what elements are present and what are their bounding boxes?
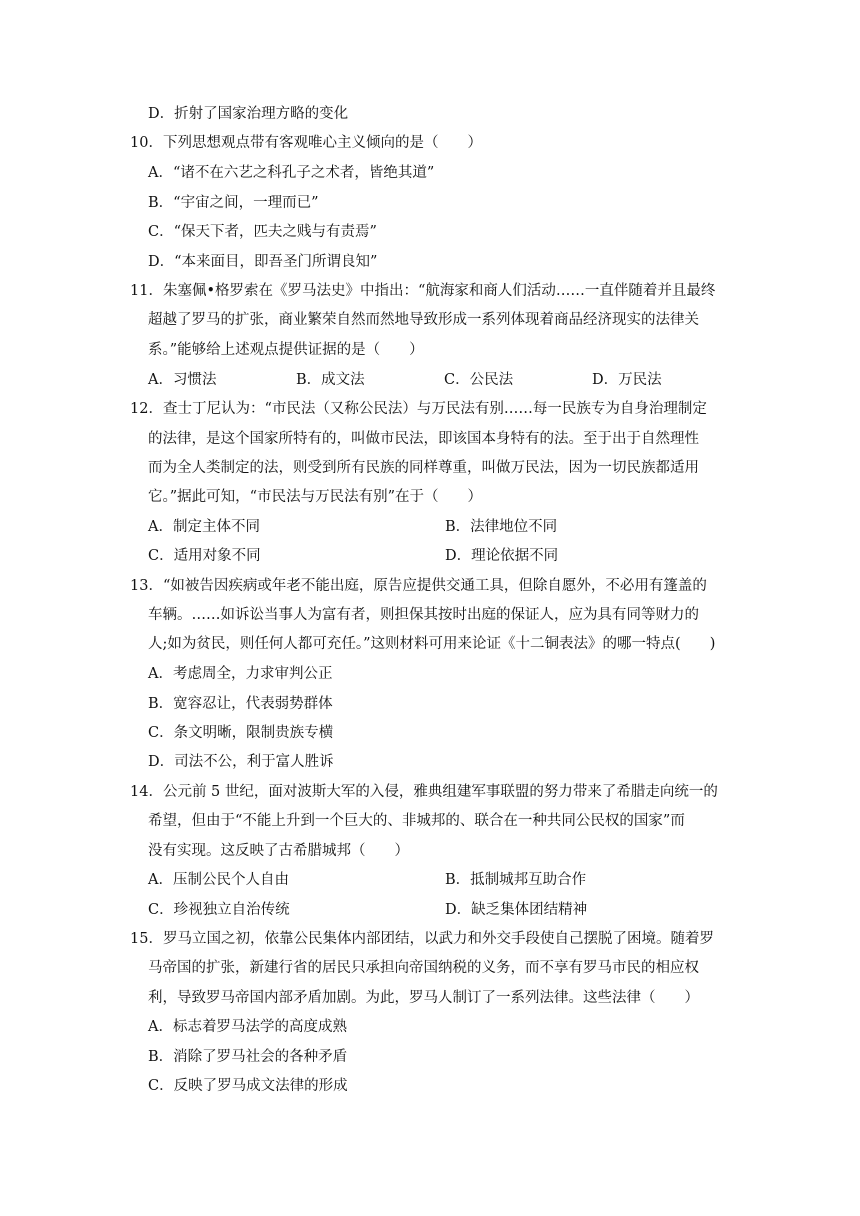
q13-option-a: A．考虑周全，力求审判公正 xyxy=(148,666,333,682)
q14-options-row2 xyxy=(148,900,587,920)
q11-options xyxy=(148,370,662,390)
q14-stem-line1: 14．公元前 5 世纪，面对波斯大军的入侵，雅典组建军事联盟的努力带来了希腊走向统一的 xyxy=(130,784,718,800)
q12-option-c: C．适用对象不同 xyxy=(148,548,261,564)
q13-option-d: D．司法不公，利于富人胜诉 xyxy=(148,754,334,770)
q13-stem-line3: 人;如为贫民，则任何人都可充任。”这则材料可用来论证《十二铜表法》的哪一特点( ) xyxy=(148,636,716,652)
q15-option-b: B．消除了罗马社会的各种矛盾 xyxy=(148,1049,348,1065)
q11-option-d: D．万民法 xyxy=(592,372,662,388)
q13-option-b: B．宽容忍让，代表弱势群体 xyxy=(148,696,333,712)
q14-option-c: C．珍视独立自治传统 xyxy=(148,902,290,918)
q12-stem-line4: 它。”据此可知，“市民法与万民法有别”在于（ ） xyxy=(148,489,482,505)
q12-options-row2 xyxy=(148,546,558,566)
q15-stem-line2: 马帝国的扩张，新建行省的居民只承担向帝国纳税的义务，而不享有罗马市民的相应权 xyxy=(148,960,699,976)
q14-stem-line2: 希望，但由于“不能上升到一个巨大的、非城邦的、联合在一种共同公民权的国家”而 xyxy=(148,813,685,829)
q13-stem-line1: 13．“如被告因疾病或年老不能出庭，原告应提供交通工具，但除自愿外，不必用有篷盖的 xyxy=(130,578,707,594)
q11-option-a: A．习惯法 xyxy=(148,372,217,388)
q12-stem-line3: 而为全人类制定的法，则受到所有民族的同样尊重，叫做万民法，因为一切民族都适用 xyxy=(148,460,699,476)
q9-option-d: D．折射了国家治理方略的变化 xyxy=(148,106,349,122)
q14-option-d: D．缺乏集体团结精神 xyxy=(445,902,588,918)
q15-stem-line3: 利，导致罗马帝国内部矛盾加剧。为此，罗马人制订了一系列法律。这些法律（ ） xyxy=(148,990,699,1006)
q12-option-d: D．理论依据不同 xyxy=(445,548,559,564)
q11-stem-line2: 超越了罗马的扩张，商业繁荣自然而然地导致形成一系列体现着商品经济现实的法律关 xyxy=(148,312,699,328)
q14-option-b: B．抵制城邦互助合作 xyxy=(445,872,587,888)
q12-options-row1 xyxy=(148,517,557,537)
q11-option-b: B．成文法 xyxy=(296,372,365,388)
q14-stem-line3: 没有实现。这反映了古希腊城邦（ ） xyxy=(148,843,409,859)
q10-option-c: C．“保天下者，匹夫之贱与有责焉” xyxy=(148,224,377,240)
q15-option-a: A．标志着罗马法学的高度成熟 xyxy=(148,1019,347,1035)
q10-stem: 10．下列思想观点带有客观唯心主义倾向的是（ ） xyxy=(130,135,482,151)
q14-option-a: A．压制公民个人自由 xyxy=(148,872,289,888)
q10-option-a: A．“诸不在六艺之科孔子之术者，皆绝其道” xyxy=(148,165,435,181)
q12-option-a: A．制定主体不同 xyxy=(148,519,260,535)
q15-stem-line1: 15．罗马立国之初，依靠公民集体内部团结，以武力和外交手段使自己摆脱了困境。随着罗 xyxy=(130,931,714,947)
q12-stem-line2: 的法律，是这个国家所特有的，叫做市民法，即该国本身特有的法。至于出于自然理性 xyxy=(148,431,699,447)
q13-stem-line2: 车辆。……如诉讼当事人为富有者，则担保其按时出庭的保证人，应为具有同等财力的 xyxy=(148,607,699,623)
q11-option-c: C．公民法 xyxy=(444,372,514,388)
q11-stem-line3: 系。”能够给上述观点提供证据的是（ ） xyxy=(148,342,424,358)
q10-option-d: D．“本来面目，即吾圣门所谓良知” xyxy=(148,254,378,270)
q10-option-b: B．“宇宙之间，一理而已” xyxy=(148,195,319,211)
q11-stem-line1: 11．朱塞佩•格罗索在《罗马法史》中指出：“航海家和商人们活动……一直伴随着并且最终 xyxy=(130,283,716,299)
q13-option-c: C．条文明晰，限制贵族专横 xyxy=(148,725,334,741)
q12-option-b: B．法律地位不同 xyxy=(445,519,558,535)
q14-options-row1 xyxy=(148,870,586,890)
q15-option-c: C．反映了罗马成文法律的形成 xyxy=(148,1078,348,1094)
q12-stem-line1: 12．查士丁尼认为：“市民法（又称公民法）与万民法有别……每一民族专为自身治理制定 xyxy=(130,401,707,417)
